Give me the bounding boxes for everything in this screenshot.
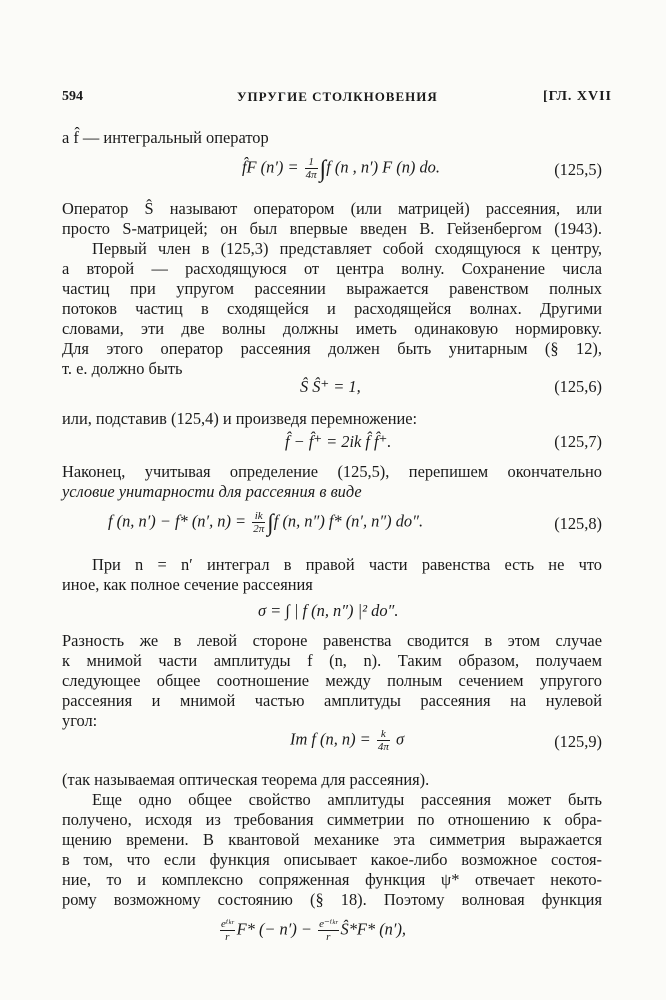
text-line: т. е. должно быть [62,359,183,378]
text-line: Еще одно общее свойство амплитуды рассеяния может быть [92,790,602,809]
eq-number: (125,7) [554,432,602,451]
frac-num: e⁻ⁱᵏʳ [319,918,338,930]
equation-125-9 [290,728,404,753]
eq-term: F* (− n′) − [236,919,312,939]
frac-den: r [326,931,331,943]
text-line: ние, то и комплексно сопряженная функция ψ* отвечает некото- [62,870,602,889]
text-line: При n = n′ интеграл в правой части равенства есть не что [92,555,602,574]
text-line: в том, что если функция описывает какое-либо возможное состоя- [62,850,602,869]
frac-num: k [377,728,390,741]
eq-rhs: σ [395,729,405,749]
frac-den: 4π [377,741,389,753]
frac-den: 4π [305,169,317,181]
eq-term: Ŝ*F* (n′), [340,919,407,939]
frac-den: r [225,931,230,943]
text-line: угол: [62,711,98,730]
text-line: (так называемая оптическая теорема для рассеяния). [62,770,430,789]
text-line: Оператор Ŝ называют оператором (или матрицей) рассеяния, или [62,199,602,218]
eq-fraction [377,728,390,753]
text-line: условие унитарности для рассеяния в виде [62,482,362,501]
integral-sign: ∫ [319,156,327,183]
chapter-label: [ГЛ. XVII [542,89,612,104]
text-line: просто S-матрицей; он был впервые введен В. Гейзенбергом (1943). [62,219,602,238]
equation-125-7: f̂ − f̂⁺ = 2ik f̂ f̂⁺. [285,432,392,451]
eq-fraction [318,918,338,943]
integral-sign: ∫ [267,510,274,537]
text-line: Первый член в (125,3) представляет собой сходящуюся к центру, [92,239,602,258]
equation-125-5 [242,156,440,181]
eq-number: (125,8) [554,514,602,533]
text-line: щению времени. В квантовой механике эта симметрия выражается [62,830,602,849]
eq-number: (125,9) [554,732,602,751]
equation-125-6: Ŝ Ŝ⁺ = 1, [300,377,361,396]
frac-num: 1 [305,156,318,169]
text-line: или, подставив (125,4) и произведя перемножение: [62,409,418,428]
text-line: Разность же в левой стороне равенства сводится в этом случае [62,631,602,650]
eq-rhs: f (n , n′) F (n) do. [326,157,440,177]
text-line: Наконец, учитывая определение (125,5), перепишем окончательно [62,462,602,481]
text-line: словами, эти две волны должны иметь одинаковую нормировку. [62,319,602,338]
page-number: 594 [62,89,83,104]
eq-number: (125,6) [554,377,602,396]
text-line: частиц при упругом рассеянии выражается равенством полных [62,279,602,298]
text-line: следующее общее соотношение между полным сечением упругого [62,671,602,690]
text-line: а f̂ — интегральный оператор [62,128,269,147]
text-line: к мнимой части амплитуды f (n, n). Таким образом, получаем [62,651,602,670]
eq-fraction [252,510,265,535]
eq-rhs: f (n, n″) f* (n′, n″) do″. [273,511,424,531]
text-line: Для этого оператор рассеяния должен быть унитарным (§ 12), [62,339,602,358]
frac-den: 2π [253,523,265,535]
eq-lhs: Im f (n, n) = [290,729,371,749]
eq-lhs: f̂F (n′) = [242,157,299,177]
text-line: рому возможному состоянию (§ 18). Поэтому волновая функция [62,890,602,909]
frac-num: eⁱᵏʳ [221,918,234,930]
text-line: иное, как полное сечение рассеяния [62,575,313,594]
eq-fraction [220,918,235,943]
text-line: получено, исходя из требования симметрии по отношению к обра- [62,810,602,829]
eq-lhs: f (n, n′) − f* (n′, n) = [108,511,247,531]
frac-num: ik [252,510,265,523]
page-header [62,89,612,109]
text-line: а второй — расходящуюся от центра волну. Сохранение числа [62,259,602,278]
equation-125-8 [108,510,423,535]
text-line: потоков частиц в сходящейся и расходящейся волнах. Другими [62,299,602,318]
equation-sigma: σ = ∫ | f (n, n″) |² do″. [258,601,399,620]
running-title: УПРУГИЕ СТОЛКНОВЕНИЯ [237,89,438,104]
eq-fraction [305,156,318,181]
eq-number: (125,5) [554,160,602,179]
text-line: рассеяния и мнимой частью амплитуды рассеяния на нулевой [62,691,602,710]
equation-wavefunction [218,918,406,943]
